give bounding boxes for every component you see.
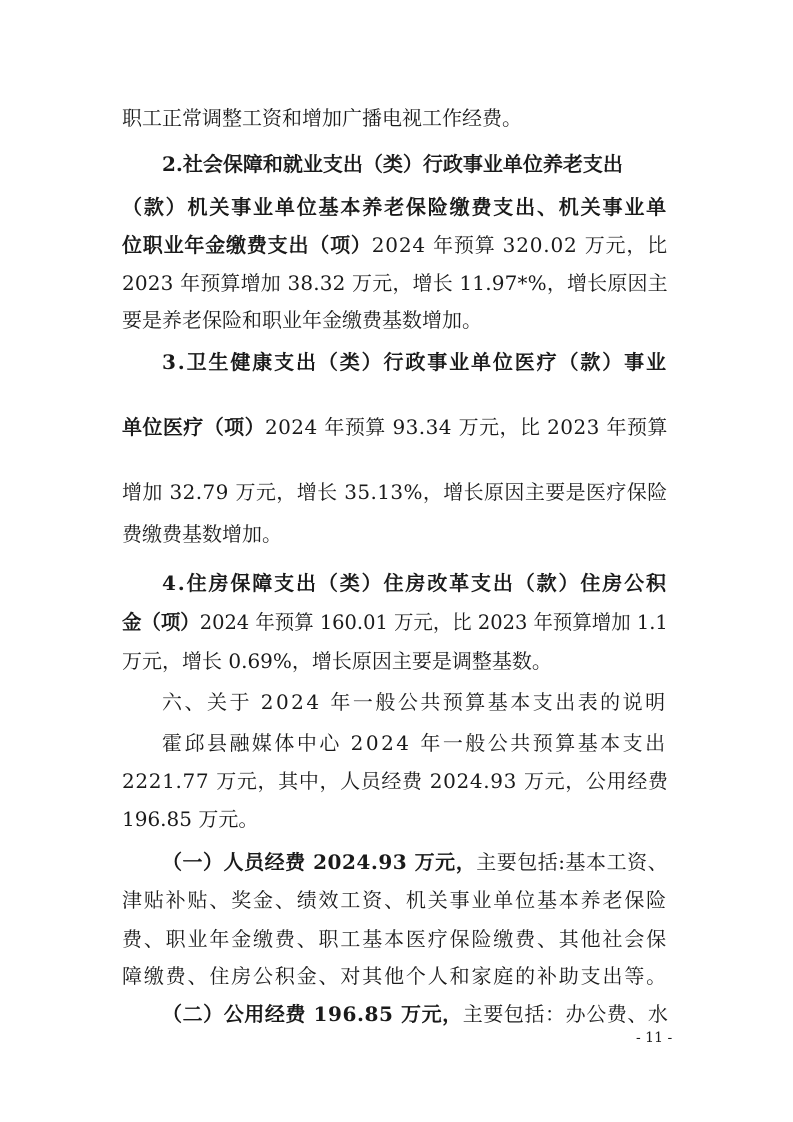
text-line (122, 608, 668, 636)
text-segment: 2024 年预算 93.34 万元，比 2023 年预算 (265, 415, 668, 439)
text-line (122, 647, 552, 675)
text-segment: 费缴费基数增加。 (122, 522, 282, 546)
text-segment: 津贴补贴、奖金、绩效工资、机关事业单位基本养老保险 (122, 888, 668, 912)
text-line (122, 767, 668, 795)
text-line (122, 478, 668, 506)
text-segment: 2.社会保障和就业支出（类）行政事业单位养老支出 (162, 152, 623, 176)
text-line (122, 306, 482, 334)
text-segment: 霍邱县融媒体中心 2024 年一般公共预算基本支出 (162, 731, 668, 755)
text-line (162, 688, 668, 716)
text-segment: 位职业年金缴费支出（项） (122, 233, 372, 257)
text-segment: 2221.77 万元，其中，人员经费 2024.93 万元，公用经费 (122, 769, 669, 793)
text-line (122, 193, 668, 221)
text-line (122, 886, 668, 914)
text-segment: 4.住房保障支出（类）住房改革支出（款）住房公积 (162, 571, 668, 595)
text-segment: 2023 年预算增加 38.32 万元，增长 11.97*%，增长原因主 (122, 271, 668, 295)
text-segment: 金（项） (122, 610, 200, 634)
text-segment: 职工正常调整工资和增加广播电视工作经费。 (122, 106, 522, 130)
text-line (122, 104, 522, 132)
text-line (122, 269, 668, 297)
text-segment: 六、关于 2024 年一般公共预算基本支出表的说明 (162, 690, 668, 714)
text-segment: 增加 32.79 万元，增长 35.13%，增长原因主要是医疗保险 (122, 480, 668, 504)
text-segment: 3.卫生健康支出（类）行政事业单位医疗（款）事业 (162, 350, 668, 374)
text-line (162, 569, 668, 597)
text-line (122, 231, 668, 259)
text-line (162, 150, 623, 178)
text-segment: 2024 年预算 160.01 万元，比 2023 年预算增加 1.1 (199, 610, 668, 634)
text-line (162, 848, 668, 876)
text-segment: 2024 年预算 320.02 万元，比 (371, 233, 668, 257)
text-segment: （一）人员经费 2024.93 万元， (162, 850, 477, 874)
text-segment: 主要包括:基本工资、 (476, 850, 669, 874)
text-line (122, 413, 668, 441)
text-line (122, 962, 668, 990)
text-segment: 障缴费、住房公积金、对其他个人和家庭的补助支出等。 (122, 964, 668, 988)
text-line (162, 729, 668, 757)
text-segment: 万元，增长 0.69%，增长原因主要是调整基数。 (122, 649, 552, 673)
text-line (162, 348, 668, 376)
text-line (122, 805, 258, 833)
text-segment: 主要包括：办公费、水 (462, 1002, 669, 1026)
text-line (122, 520, 282, 548)
text-segment: 196.85 万元。 (122, 807, 259, 831)
text-segment: 单位医疗（项） (122, 415, 265, 439)
page-number: - 11 - (636, 1030, 673, 1046)
text-segment: 要是养老保险和职业年金缴费基数增加。 (122, 308, 482, 332)
text-segment: （二）公用经费 196.85 万元， (162, 1002, 463, 1026)
text-line (162, 1000, 668, 1028)
text-segment: 费、职业年金缴费、职工基本医疗保险缴费、其他社会保 (122, 927, 668, 951)
text-line (122, 925, 668, 953)
text-segment: （款）机关事业单位基本养老保险缴费支出、机关事业单 (122, 195, 668, 219)
